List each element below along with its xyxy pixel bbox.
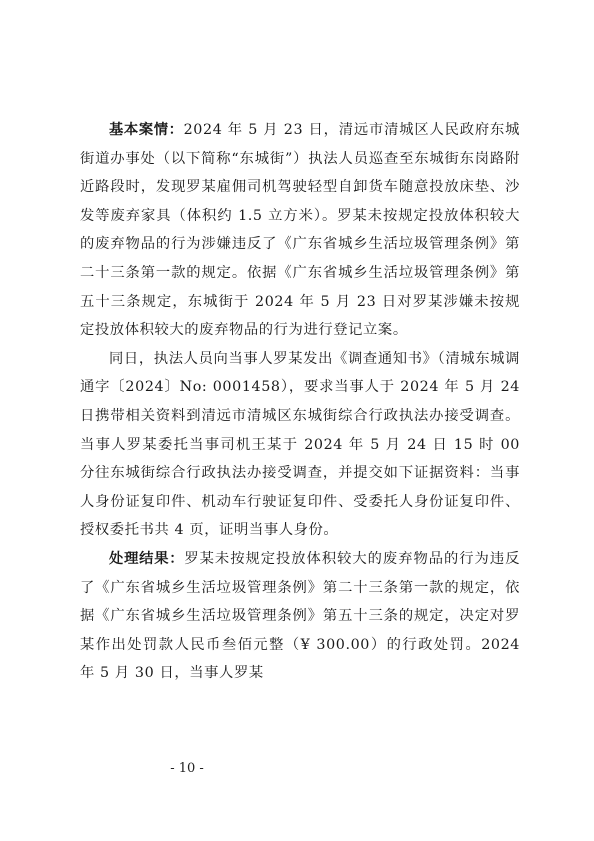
paragraph-basic-facts [80,116,520,345]
document-body [80,116,520,688]
page-number: - 10 - [170,761,204,776]
paragraph-text: 2024 年 5 月 23 日，清远市清城区人民政府东城街道办事处（以下简称“东城街”）执法人员巡查至东城街东岗路附近路段时，发现罗某雇佣司机驾驶轻型自卸货车随意投放床垫、沙发等废弃家具（体积约 1.5 立方米）。罗某未按规定投放体积较大的废弃物品的行为涉嫌违反了《广东省城乡生活垃圾管理条例》第二十三条第一款的规定。依据《广东省城乡生活垃圾管理条例》第五十三条规定，东城街于 2024 年 5 月 23 日对罗某涉嫌未按规定投放体积较大的废弃物品的行为进行登记立案。 [80,122,521,339]
paragraph-text: 罗某未按规定投放体积较大的废弃物品的行为违反了《广东省城乡生活垃圾管理条例》第二十三条第一款的规定，依据《广东省城乡生活垃圾管理条例》第五十三条的规定，决定对罗某作出处罚款人民币叁佰元整（¥ 300.00）的行政处罚。2024 年 5 月 30 日，当事人罗某 [80,550,521,682]
section-heading-result: 处理结果： [109,550,185,567]
paragraph-text: 同日，执法人员向当事人罗某发出《调查通知书》（清城东城调通字〔2024〕No: 0001458），要求当事人于 2024 年 5 月 24 日携带相关资料到清远市清城区东城街综合行政执法办接受调查。当事人罗某委托当事司机王某于 2024 年 5 月 24 日 15 时 00 分往东城街综合行政执法办接受调查，并提交如下证据资料：当事人身份证复印件、机动车行驶证复印件、受委托人身份证复印件、授权委托书共 4 页，证明当事人身份。 [80,350,520,539]
paragraph-investigation [80,345,520,545]
section-heading-basic-facts: 基本案情： [109,122,184,138]
paragraph-result [80,545,520,688]
